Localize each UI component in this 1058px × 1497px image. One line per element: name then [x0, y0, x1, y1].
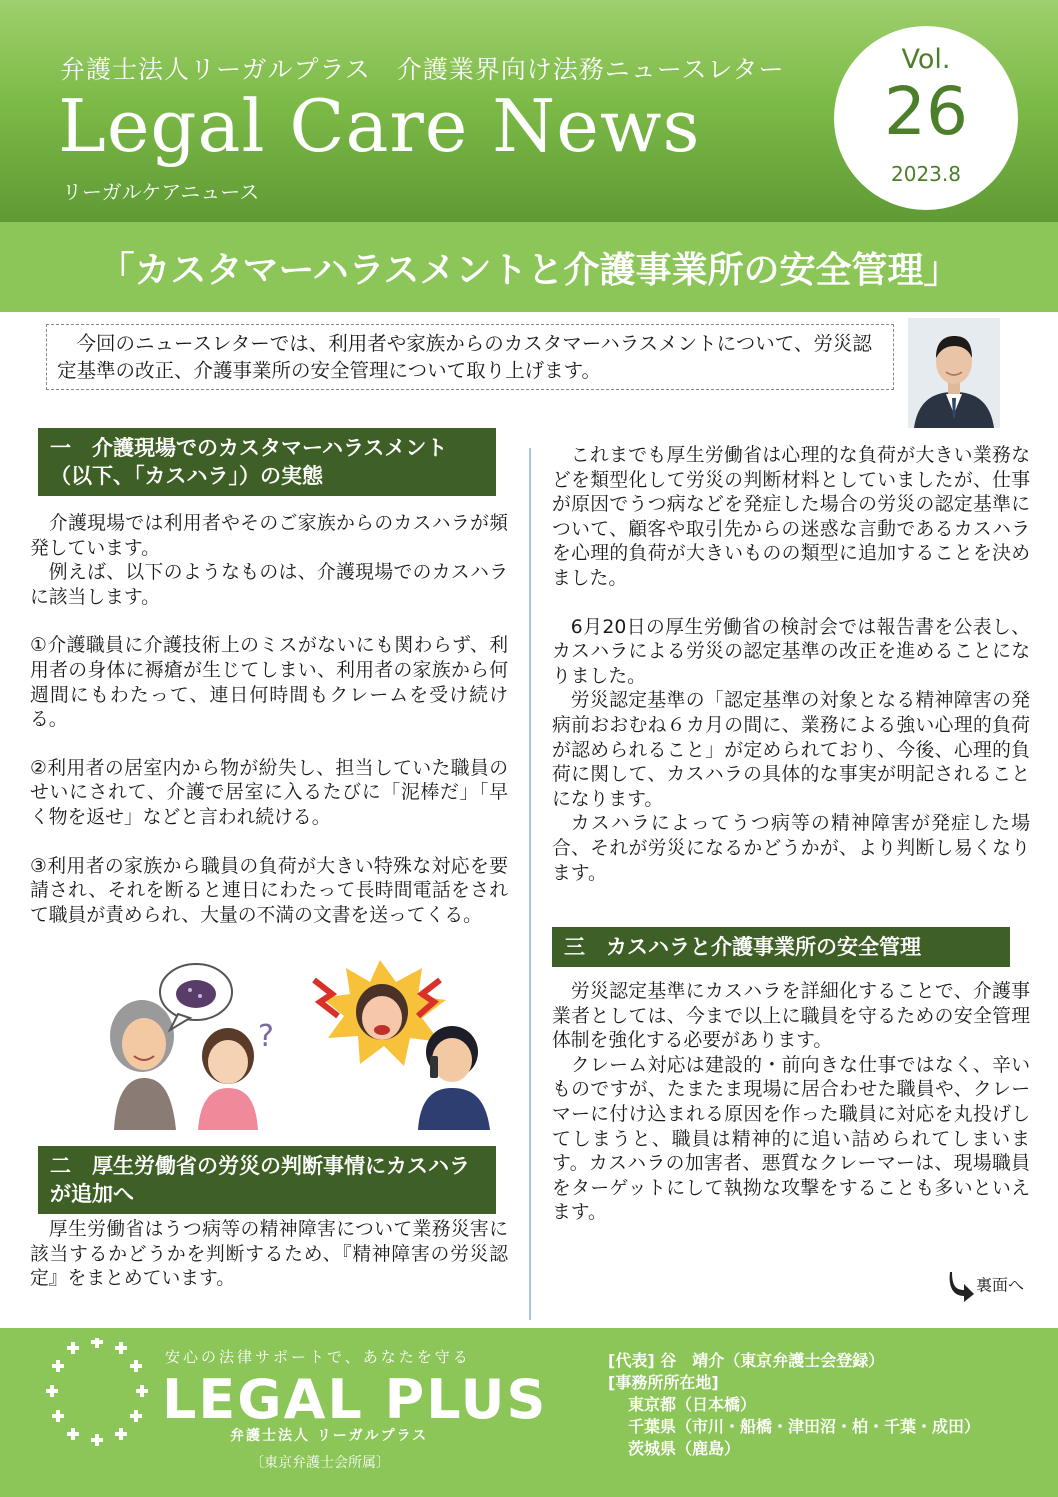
legal-plus-logo-mark: [42, 1338, 152, 1448]
office-location: 東京都（日本橋）: [628, 1395, 757, 1414]
section-1-heading: 一 介護現場でのカスタマーハラスメント（以下、「カスハラ」）の実態: [38, 428, 496, 496]
left-column: [30, 428, 508, 928]
masthead: [0, 0, 1058, 222]
legal-plus-logo: LEGAL PLUS: [162, 1368, 548, 1431]
footer-tagline: 安心の法律サポートで、あなたを守る: [165, 1348, 471, 1366]
intro-box: 今回のニュースレターでは、利用者や家族からのカスタマーハラスメントについて、労災認定基準の改正、介護事業所の安全管理について取り上げます。: [46, 324, 894, 390]
offices-label: [事務所所在地]: [608, 1373, 719, 1392]
left-column-tail: [30, 1218, 508, 1292]
section-1-paragraph: 介護現場では利用者やそのご家族からのカスハラが頻発しています。: [30, 513, 508, 559]
bar-association-note: 〔東京弁護士会所属〕: [250, 1455, 390, 1471]
section-3-heading: 三 カスハラと介護事業所の安全管理: [552, 927, 1010, 967]
continued-on-back: [948, 1270, 1024, 1302]
section-2-heading: 二 厚生労働省の労災の判断事情にカスハラが追加へ: [38, 1146, 496, 1214]
firm-name: 弁護士法人 リーガルプラス: [230, 1428, 429, 1444]
illustration-svg: [100, 960, 500, 1130]
section-2-paragraph: 6月20日の厚生労働省の検討会では報告書を公表し、カスハラによる労災の認定基準の改正を進めることになりました。: [552, 616, 1030, 687]
issue-date: 2023.8: [891, 162, 961, 186]
newsletter-title-kana: リーガルケアニュース: [62, 180, 260, 204]
office-location: 千葉県（市川・船橋・津田沼・柏・千葉・成田）: [628, 1417, 981, 1436]
representative: [代表] 谷 靖介（東京弁護士会登録）: [608, 1351, 885, 1370]
svg-text:?: ?: [258, 1019, 274, 1054]
curved-arrow-icon: [948, 1270, 976, 1302]
footer: [0, 1328, 1058, 1497]
volume-number: 26: [884, 73, 968, 150]
harassment-illustration: [100, 960, 500, 1130]
example-item-1: ①介護職員に介護技術上のミスがないにも関わらず、利用者の身体に褥瘡が生じてしまい、利用者の家族から何週間にもわたって、連日何時間もクレームを受け続ける。: [30, 635, 508, 731]
example-item-3: ③利用者の家族から職員の負荷が大きい特殊な対応を要請され、それを断ると連日にわたって長時間電話をされて職員が責められ、大量の不満の文書を送ってくる。: [30, 855, 508, 926]
volume-label: Vol.: [901, 44, 951, 75]
contact-info: [608, 1350, 980, 1460]
section-3-paragraph: 労災認定基準にカスハラを詳細化することで、介護事業者としては、今まで以上に職員を守るための安全管理体制を強化する必要があります。: [552, 981, 1030, 1052]
office-location: 茨城県（鹿島）: [628, 1439, 741, 1458]
section-3-paragraph: クレーム対応は建設的・前向きな仕事ではなく、辛いものですが、たまたま現場に居合わせた職員や、クレーマーに付け込まれる原因を作った職員に対応を丸投げしてしまうと、職員は精神的に追い詰められてしまいます。カスハラの加害者、悪質なクレーマーは、現場職員をターゲットにして執拗な攻撃をすることも多いといえます。: [552, 1054, 1030, 1224]
volume-badge: [834, 26, 1018, 210]
continued-label: 裏面へ: [976, 1275, 1025, 1295]
section-2-paragraph: 労災認定基準の「認定基準の対象となる精神障害の発病前おおむね６カ月の間に、業務による強い心理的負荷が認められること」が定められており、今後、心理的負荷に関して、カスハラの具体的な事実が明記されることになります。: [552, 690, 1030, 810]
section-2-paragraph: カスハラによってうつ病等の精神障害が発症した場合、それが労災になるかどうかが、より判断し易くなります。: [552, 813, 1030, 884]
section-1-paragraph: 例えば、以下のようなものは、介護現場でのカスハラに該当します。: [30, 562, 508, 608]
lawyer-portrait: [908, 318, 1000, 428]
portrait-illustration: [908, 318, 1000, 428]
section-2-paragraph: これまでも厚生労働省は心理的な負荷が大きい業務などを類型化して労災の判断材料としていましたが、仕事が原因でうつ病などを発症した場合の労災の認定基準について、顧客や取引先からの迷惑な言動であるカスハラを心理的負荷が大きいものの類型に追加することを決めました。: [552, 445, 1030, 589]
example-item-2: ②利用者の居室内から物が紛失し、担当していた職員のせいにされて、介護で居室に入るたびに「泥棒だ」「早く物を返せ」などと言われ続ける。: [30, 757, 508, 828]
topic-band: [0, 222, 1058, 312]
newsletter-subtitle: 弁護士法人リーガルプラス 介護業界向け法務ニュースレター: [60, 55, 785, 84]
right-column-tail: [552, 980, 1030, 1226]
newsletter-title: Legal Care News: [58, 84, 701, 168]
section-2-paragraph: 厚生労働省はうつ病等の精神障害について業務災害に該当するかどうかを判断するため、『精神障害の労災認定』をまとめています。: [30, 1219, 508, 1290]
right-column: [552, 444, 1030, 886]
topic-title: 「カスタマーハラスメントと介護事業所の安全管理」: [98, 250, 960, 291]
column-divider: [529, 448, 531, 1320]
